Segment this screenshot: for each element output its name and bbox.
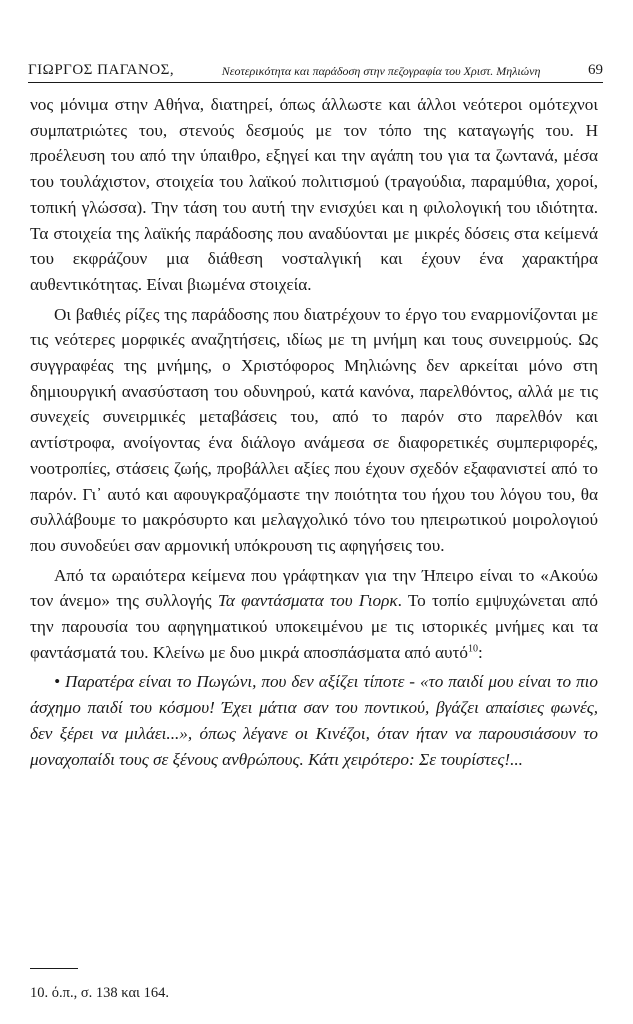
header-author: ΓΙΩΡΓΟΣ ΠΑΓΑΝΟΣ, [28, 62, 175, 78]
footnote: 10. ό.π., σ. 138 και 164. [30, 985, 169, 1001]
paragraph-3-text-c: : [478, 642, 483, 662]
paragraph-3-text-a: Από τα ωραιότερα κείμενα που γράφτηκαν για την Ήπειρο είναι το «Ακούω τον άνεμο» της συλλογής [30, 565, 598, 611]
paragraph-3 [30, 563, 598, 666]
page-number: 69 [588, 62, 603, 78]
quote-excerpt: • Παρατέρα είναι το Πωγώνι, που δεν αξίζει τίποτε - «το παιδί μου είναι το πιο άσχημο παιδί του κόσμου! Έχει μάτια σαν του ποντικού, βγάζει απαίσιες φωνές, δεν ξέρει να μιλάει...», όπως λέγανε οι Κινέζοι, όταν ήταν να παρουσιάσουν το μοναχοπαίδι τους σε ξένους ανθρώπους. Κάτι χειρότερο: Σε τουρίστες!... [30, 672, 598, 769]
footnote-reference: 10 [468, 643, 478, 655]
paragraph-1: νος μόνιμα στην Αθήνα, διατηρεί, όπως άλλωστε και άλλοι νεότεροι ομότεχνοι συμπατριώτες του, στενούς δεσμούς με τον τόπο της καταγωγής του. Η προέλευση του από την ύπαιθρο, εξηγεί και την αγάπη του για τα ζωντανά, μέσα του τουλάχιστον, στοιχεία του λαϊκού πολιτισμού (τραγούδια, παραμύθια, χοροί, τοπική γλώσσα). Την τάση του αυτή την ενισχύει και η φιλολογική του ιδιότητα. Τα στοιχεία της λαϊκής παράδοσης που αναδύονται με μικρές δόσεις στα κείμενά του εκφράζουν μια διάθεση νοσταλγική και έχουν ένα χαρακτήρα αυθεντικότητας. Είναι βιωμένα στοιχεία. [30, 95, 598, 294]
header-title: Νεοτερικότητα και παράδοση στην πεζογραφία του Χριστ. Μηλιώνη [221, 64, 541, 78]
running-header [28, 59, 603, 83]
body-text [30, 92, 598, 772]
paragraph-3-text-b: . Το τοπίο εμψυχώνεται από την παρουσία του αφηγηματικού υποκειμένου με τις ιστορικές μνήμες και τα φαντάσματά του. Κλείνω με δυο μικρά αποσπάσματα από αυτό [30, 591, 599, 662]
book-title: Τα φαντάσματα του Γιορκ [217, 591, 398, 611]
footnote-rule [30, 968, 78, 969]
paragraph-2: Οι βαθιές ρίζες της παράδοσης που διατρέχουν το έργο του εναρμονίζονται με τις νεότερες μορφικές αναζητήσεις, ιδίως με τη μνήμη και τους συνειρμούς. Ως συγγραφέας της μνήμης, ο Χριστόφορος Μηλιώνης δεν αρκείται μόνο στη δημιουργική ανασύσταση του οδυνηρού, κατά κανόνα, παρελθόντος, αλλά με τις συνεχείς συνειρμικές μεταβάσεις του, από το παρόν στο παρελθόν και αντίστροφα, ανοίγοντας ένα διάλογο ανάμεσα σε διαφορετικές συμπεριφορές, νοοτροπίες, στάσεις ζωής, προβάλλει αξίες που έχουν σχεδόν εξαφανιστεί από το παρόν. Γι᾽ αυτό και αφουγκραζόμαστε την ποιότητα του ήχου του λόγου του, θα συλλάβουμε το μακρόσυρτο και μελαγχολικό τόνο του ηπειρωτικού μοιρολογιού που συνοδεύει σαν αρμονική υπόκρουση τις αφηγήσεις του. [30, 304, 598, 555]
